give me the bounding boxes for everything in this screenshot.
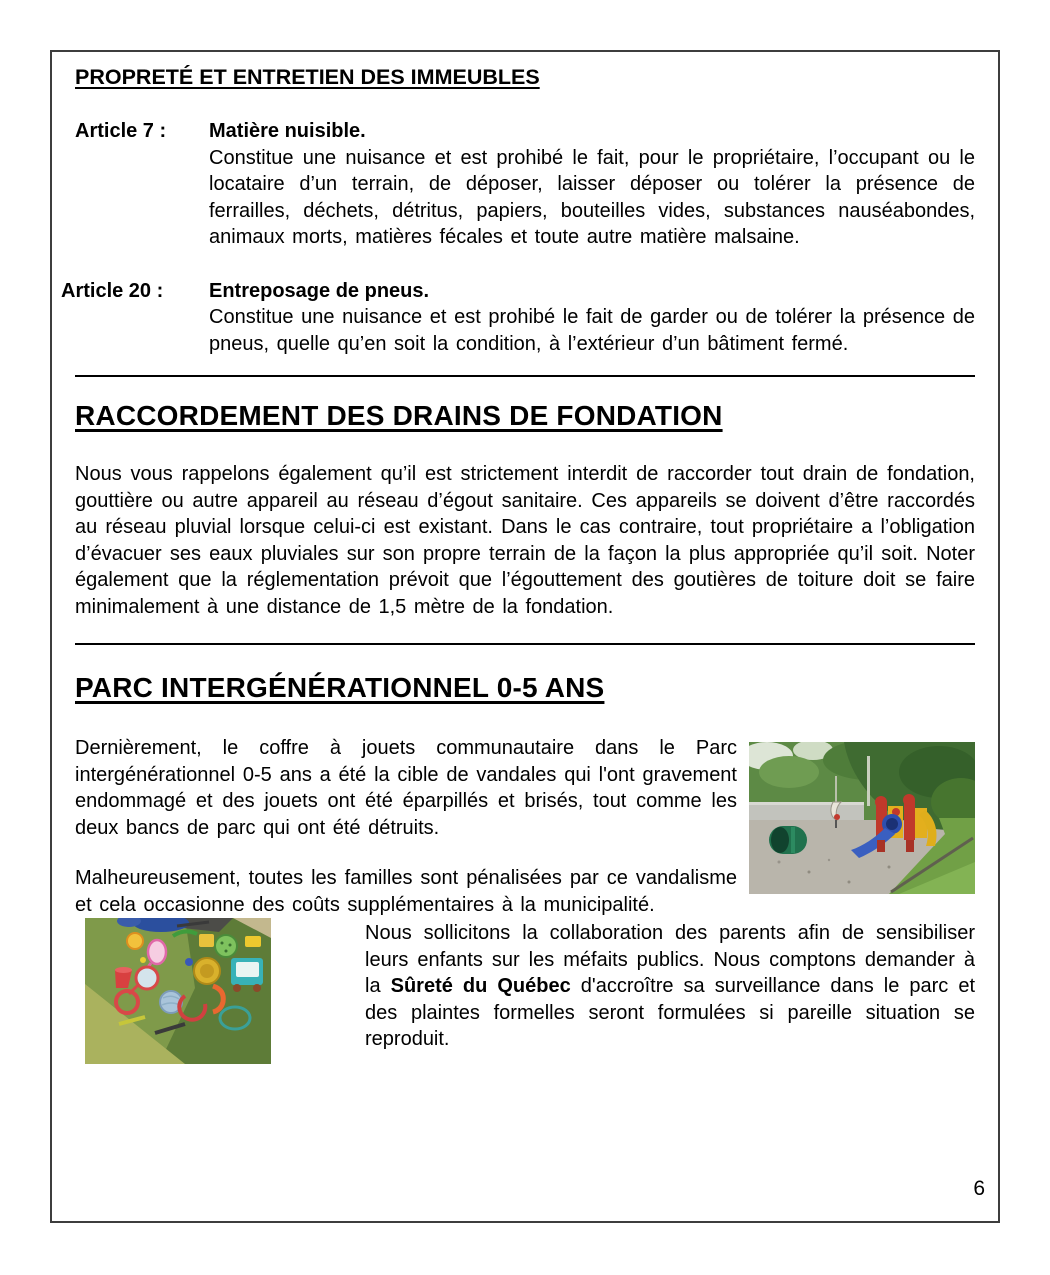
page-number: 6: [973, 1177, 985, 1200]
article-label: Article 7 :: [75, 120, 167, 142]
article-7-row: [75, 118, 975, 251]
surete-du-quebec-bold: Sûreté du Québec: [390, 975, 571, 997]
document-frame: [50, 50, 1000, 1223]
toys-photo: [85, 918, 271, 1064]
section-divider: [75, 375, 975, 377]
parc-paragraph-1: Dernièrement, le coffre à jouets communautaire dans le Parc intergénérationnel 0-5 ans a été la cible de vandales qui l'ont gravement endommagé et des jouets ont été éparpillés et brisés, tout comme les deux bancs de parc qui ont été détruits.: [75, 737, 737, 839]
raccordement-text: Nous vous rappelons également qu’il est strictement interdit de raccorder tout drain de fondation, gouttière ou autre appareil au réseau d’égout sanitaire. Ces appareils se doivent d’être raccordés au réseau pluvial lorsque celui-ci est existant. Dans le cas contraire, tout propriétaire a l’obligation d’évacuer ses eaux pluviales sur son propre terrain de la façon la plus appropriée qu’il soit. Noter également que la réglementation prévoit que l’égouttement des goutières de toiture doit se faire minimalement à une distance de 1,5 mètre de la fondation.: [75, 463, 975, 618]
article-label: Article 20 :: [61, 279, 164, 302]
article-20-row: [61, 278, 975, 358]
solicitation-text-before: Nous sollicitons la collaboration des parents afin de sensibiliser leurs enfants sur les méfaits publics. Nous comptons demander à la: [365, 922, 975, 997]
solicitation-row: [75, 918, 975, 1064]
article-text: Constitue une nuisance et est prohibé le fait de garder ou de tolérer la présence de pneus, quelle qu’en soit la condition, à l’extérieur d’un bâtiment fermé.: [209, 306, 975, 355]
parc-title: PARC INTERGÉNÉRATIONNEL 0-5 ANS: [75, 672, 605, 703]
article-title: Entreposage de pneus.: [209, 279, 430, 302]
playground-photo: [749, 742, 975, 894]
article-body: [209, 118, 975, 251]
section-divider: [75, 643, 975, 645]
article-title: Matière nuisible.: [209, 120, 366, 142]
article-text: Constitue une nuisance et est prohibé le fait, pour le propriétaire, l’occupant ou le locataire d’un terrain, de déposer, laisser déposer ou tolérer la présence de ferrailles, déchets, détritus, papiers, bouteilles vides, substances nauséabondes, animaux morts, matières fécales et toute autre matière malsaine.: [209, 146, 975, 248]
proprete-title: PROPRETÉ ET ENTRETIEN DES IMMEUBLES: [75, 65, 540, 89]
raccordement-title: RACCORDEMENT DES DRAINS DE FONDATION: [75, 400, 723, 431]
solicitation-paragraph: [365, 920, 975, 1064]
parc-section: [75, 735, 975, 918]
solicitation-text-after: d'accroître sa surveillance dans le parc et des plaintes formelles seront formulées si pareille situation se reproduit.: [365, 975, 976, 1050]
article-body: [209, 278, 975, 358]
parc-paragraph-2: Malheureusement, toutes les familles sont pénalisées par ce vandalisme et cela occasionne des coûts supplémentaires à la municipalité.: [75, 867, 737, 916]
